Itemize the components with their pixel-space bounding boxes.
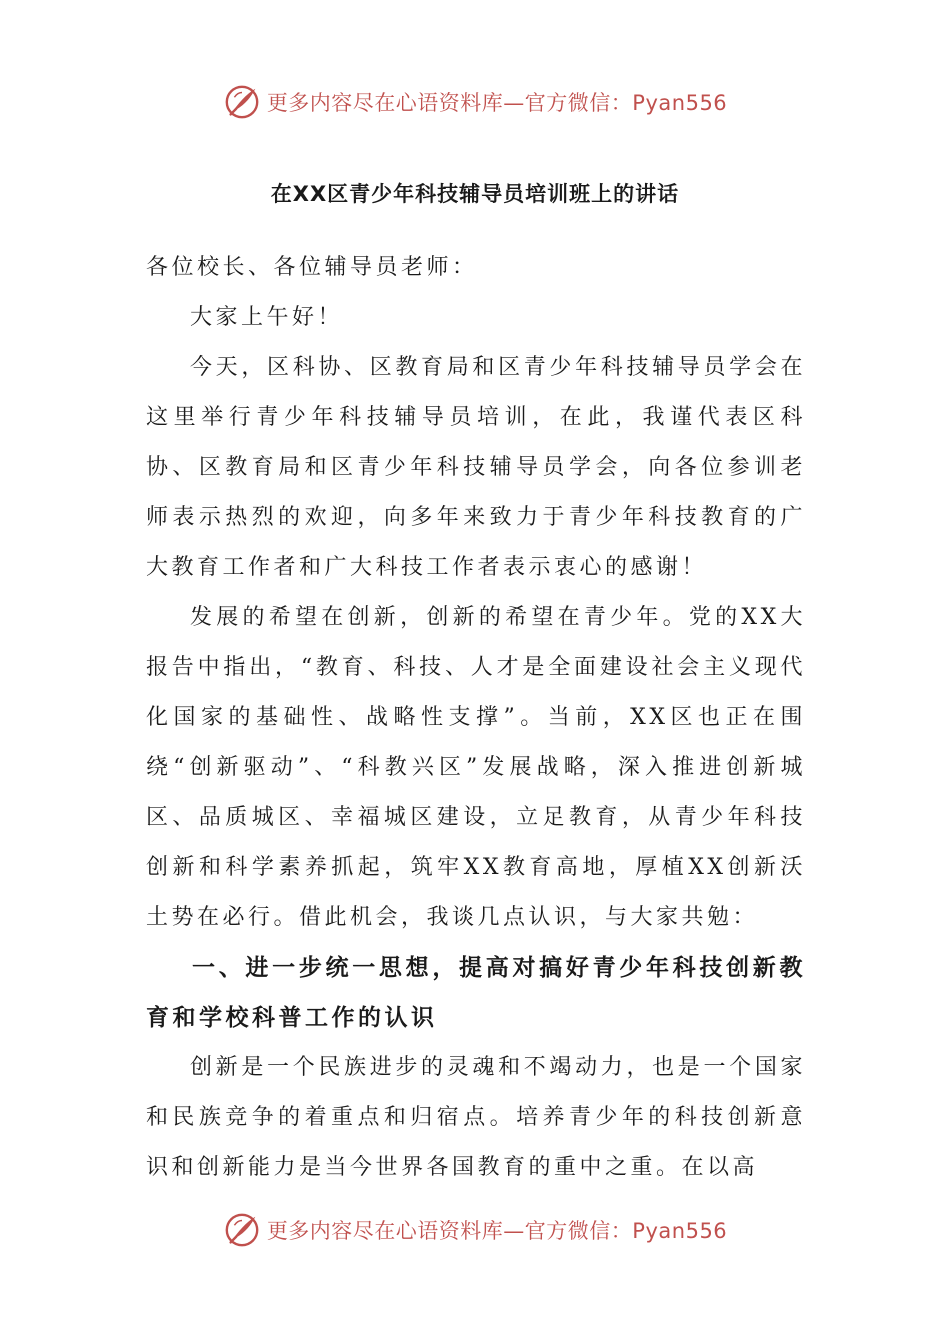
footer-banner-text: 更多内容尽在心语资料库—官方微信：Pyan556: [266, 1219, 728, 1243]
document-title: 在XX区青少年科技辅导员培训班上的讲话: [270, 182, 680, 206]
quill-pen-logo-icon: [223, 1211, 261, 1249]
salutation: 各位校长、各位辅导员老师：: [146, 255, 478, 280]
header-banner: [0, 80, 950, 124]
header-banner-text: 更多内容尽在心语资料库—官方微信：Pyan556: [266, 91, 728, 115]
section-heading-1: 一、进一步统一思想，提高对搞好青少年科技创新教育和学校科普工作的认识: [146, 955, 806, 1031]
paragraph-1: 今天，区科协、区教育局和区青少年科技辅导员学会在这里举行青少年科技辅导员培训，在此，我谨代表区科协、区教育局和区青少年科技辅导员学会，向各位参训老师表示热烈的欢迎，向多年来致力于青少年科技教育的广大教育工作者和广大科技工作者表示衷心的感谢！: [146, 355, 806, 580]
document-body: [146, 243, 806, 1193]
footer-banner: [0, 1208, 950, 1252]
quill-pen-logo-icon: [223, 83, 261, 121]
paragraph-3: 创新是一个民族进步的灵魂和不竭动力，也是一个国家和民族竞争的着重点和归宿点。培养青少年的科技创新意识和创新能力是当今世界各国教育的重中之重。在以高: [146, 1055, 806, 1180]
greeting: 大家上午好！: [190, 305, 344, 330]
paragraph-2: 发展的希望在创新，创新的希望在青少年。党的XX大报告中指出，“教育、科技、人才是全面建设社会主义现代化国家的基础性、战略性支撑”。当前，XX区也正在围绕“创新驱动”、“科教兴区”发展战略，深入推进创新城区、品质城区、幸福城区建设，立足教育，从青少年科技创新和科学素养抓起，筑牢XX教育高地，厚植XX创新沃土势在必行。借此机会，我谈几点认识，与大家共勉：: [146, 605, 806, 930]
